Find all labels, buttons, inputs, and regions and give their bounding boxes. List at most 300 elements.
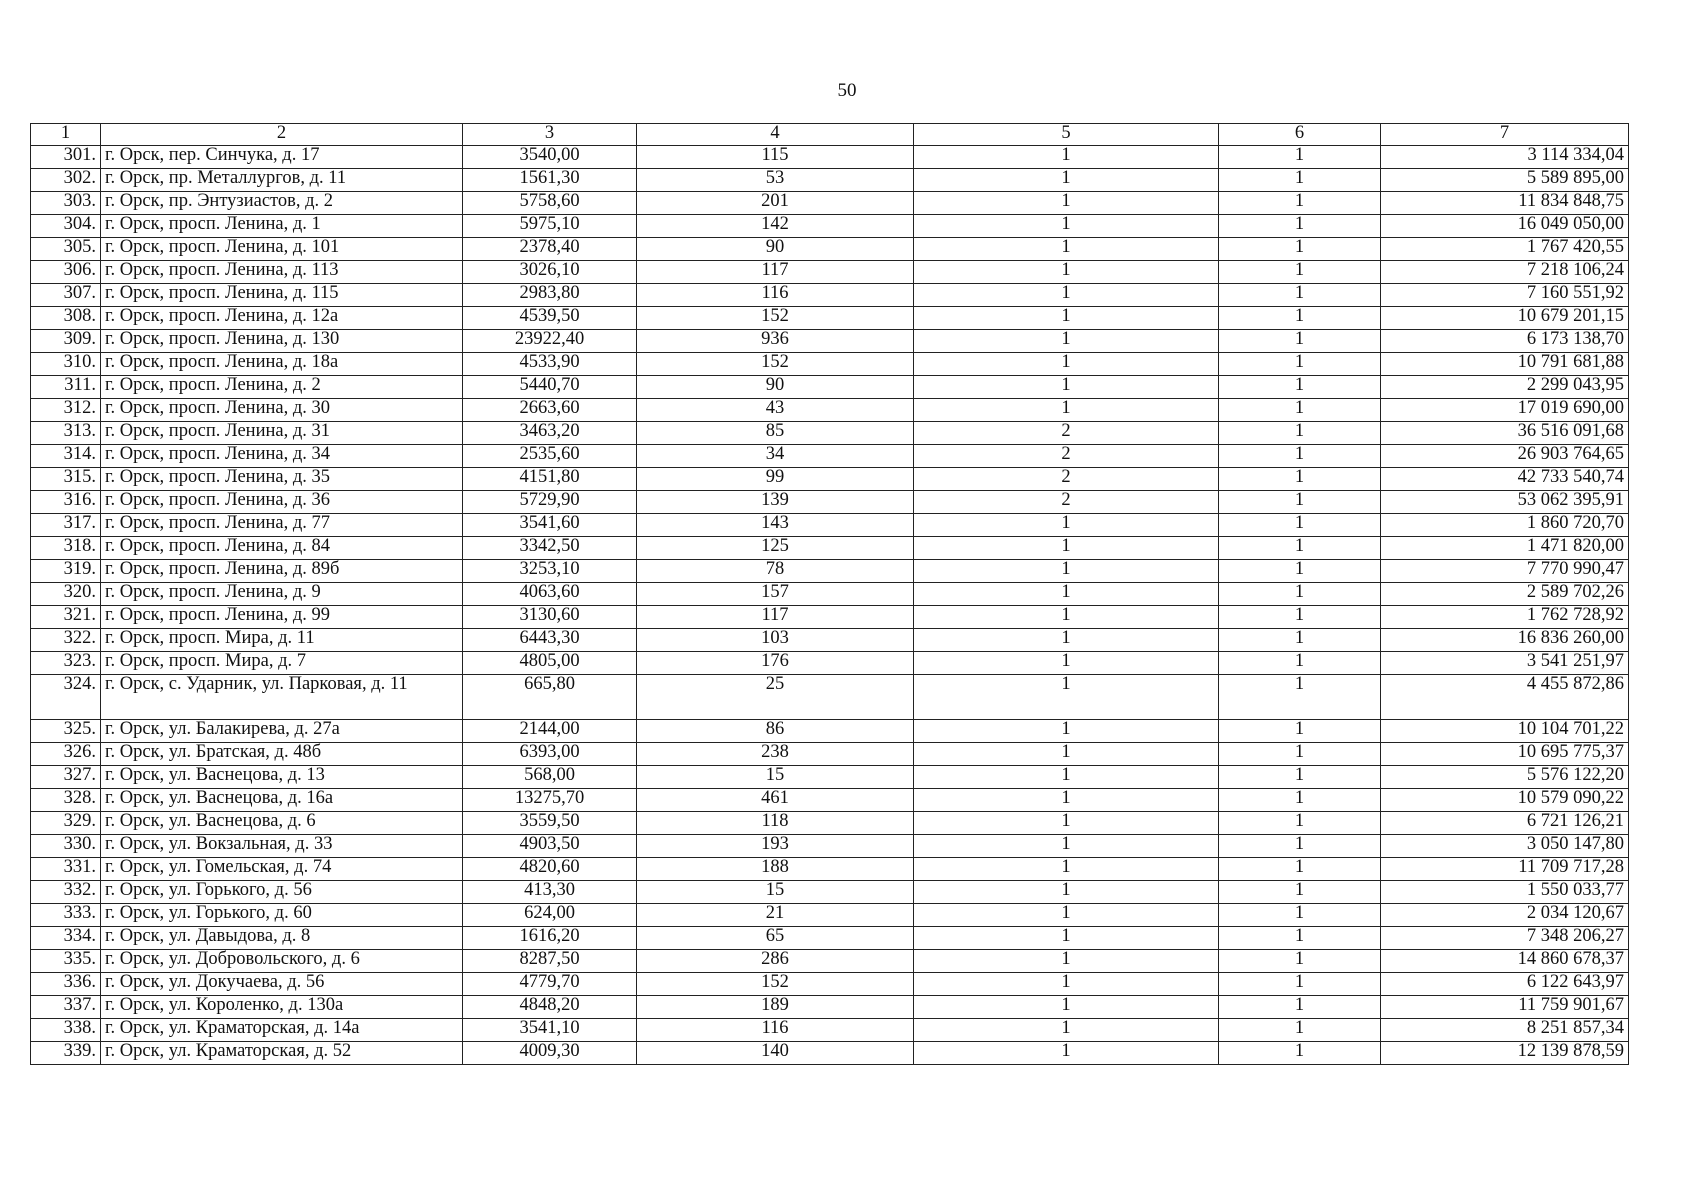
address-cell: г. Орск, ул. Братская, д. 48б xyxy=(101,743,463,766)
row-number-cell: 306. xyxy=(31,261,101,284)
residents-cell: 86 xyxy=(637,720,914,743)
column-6-cell: 1 xyxy=(1219,146,1381,169)
residents-cell: 176 xyxy=(637,652,914,675)
table-row xyxy=(31,192,1629,215)
address-cell: г. Орск, ул. Давыдова, д. 8 xyxy=(101,927,463,950)
column-5-cell: 1 xyxy=(914,973,1219,996)
address-cell: г. Орск, просп. Ленина, д. 9 xyxy=(101,583,463,606)
address-cell: г. Орск, ул. Добровольского, д. 6 xyxy=(101,950,463,973)
column-5-cell: 1 xyxy=(914,927,1219,950)
column-6-cell: 1 xyxy=(1219,812,1381,835)
column-6-cell: 1 xyxy=(1219,1042,1381,1065)
row-number-cell: 328. xyxy=(31,789,101,812)
column-5-cell: 1 xyxy=(914,192,1219,215)
column-5-cell: 2 xyxy=(914,468,1219,491)
column-5-cell: 2 xyxy=(914,445,1219,468)
cost-cell: 36 516 091,68 xyxy=(1381,422,1629,445)
cost-cell: 10 695 775,37 xyxy=(1381,743,1629,766)
column-6-cell: 1 xyxy=(1219,675,1381,720)
column-5-cell: 1 xyxy=(914,560,1219,583)
cost-cell: 5 576 122,20 xyxy=(1381,766,1629,789)
cost-cell: 5 589 895,00 xyxy=(1381,169,1629,192)
area-cell: 4533,90 xyxy=(463,353,637,376)
address-cell: г. Орск, просп. Ленина, д. 18а xyxy=(101,353,463,376)
residents-cell: 115 xyxy=(637,146,914,169)
column-5-cell: 1 xyxy=(914,376,1219,399)
column-header: 4 xyxy=(637,124,914,146)
column-header: 1 xyxy=(31,124,101,146)
table-row xyxy=(31,422,1629,445)
area-cell: 2535,60 xyxy=(463,445,637,468)
column-6-cell: 1 xyxy=(1219,950,1381,973)
column-6-cell: 1 xyxy=(1219,766,1381,789)
address-cell: г. Орск, ул. Вокзальная, д. 33 xyxy=(101,835,463,858)
residents-cell: 85 xyxy=(637,422,914,445)
address-cell: г. Орск, просп. Ленина, д. 30 xyxy=(101,399,463,422)
column-5-cell: 1 xyxy=(914,812,1219,835)
column-5-cell: 1 xyxy=(914,1042,1219,1065)
cost-cell: 10 679 201,15 xyxy=(1381,307,1629,330)
cost-cell: 1 767 420,55 xyxy=(1381,238,1629,261)
column-5-cell: 1 xyxy=(914,353,1219,376)
area-cell: 3130,60 xyxy=(463,606,637,629)
area-cell: 2378,40 xyxy=(463,238,637,261)
column-6-cell: 1 xyxy=(1219,652,1381,675)
cost-cell: 12 139 878,59 xyxy=(1381,1042,1629,1065)
area-cell: 5975,10 xyxy=(463,215,637,238)
area-cell: 4151,80 xyxy=(463,468,637,491)
page-number: 50 xyxy=(837,80,857,101)
address-cell: г. Орск, пр. Энтузиастов, д. 2 xyxy=(101,192,463,215)
table-row xyxy=(31,766,1629,789)
area-cell: 1616,20 xyxy=(463,927,637,950)
row-number-cell: 318. xyxy=(31,537,101,560)
address-cell: г. Орск, ул. Краматорская, д. 14а xyxy=(101,1019,463,1042)
column-6-cell: 1 xyxy=(1219,789,1381,812)
area-cell: 1561,30 xyxy=(463,169,637,192)
address-cell: г. Орск, просп. Ленина, д. 101 xyxy=(101,238,463,261)
residents-cell: 99 xyxy=(637,468,914,491)
column-6-cell: 1 xyxy=(1219,835,1381,858)
address-cell: г. Орск, просп. Ленина, д. 1 xyxy=(101,215,463,238)
column-6-cell: 1 xyxy=(1219,445,1381,468)
residents-cell: 15 xyxy=(637,766,914,789)
cost-cell: 7 160 551,92 xyxy=(1381,284,1629,307)
cost-cell: 2 589 702,26 xyxy=(1381,583,1629,606)
column-5-cell: 1 xyxy=(914,514,1219,537)
cost-cell: 3 114 334,04 xyxy=(1381,146,1629,169)
column-6-cell: 1 xyxy=(1219,169,1381,192)
address-cell: г. Орск, ул. Васнецова, д. 13 xyxy=(101,766,463,789)
row-number-cell: 329. xyxy=(31,812,101,835)
table-row xyxy=(31,950,1629,973)
residents-cell: 143 xyxy=(637,514,914,537)
address-cell: г. Орск, пр. Металлургов, д. 11 xyxy=(101,169,463,192)
cost-cell: 11 759 901,67 xyxy=(1381,996,1629,1019)
column-6-cell: 1 xyxy=(1219,537,1381,560)
row-number-cell: 311. xyxy=(31,376,101,399)
column-5-cell: 1 xyxy=(914,835,1219,858)
column-5-cell: 1 xyxy=(914,766,1219,789)
table-row xyxy=(31,537,1629,560)
column-6-cell: 1 xyxy=(1219,1019,1381,1042)
column-5-cell: 1 xyxy=(914,215,1219,238)
table-row xyxy=(31,215,1629,238)
area-cell: 3541,10 xyxy=(463,1019,637,1042)
table-row xyxy=(31,927,1629,950)
address-cell: г. Орск, ул. Горького, д. 60 xyxy=(101,904,463,927)
cost-cell: 3 541 251,97 xyxy=(1381,652,1629,675)
column-5-cell: 1 xyxy=(914,858,1219,881)
column-5-cell: 1 xyxy=(914,1019,1219,1042)
table-row xyxy=(31,973,1629,996)
column-6-cell: 1 xyxy=(1219,261,1381,284)
column-5-cell: 1 xyxy=(914,881,1219,904)
cost-cell: 14 860 678,37 xyxy=(1381,950,1629,973)
cost-cell: 7 348 206,27 xyxy=(1381,927,1629,950)
table-row xyxy=(31,1019,1629,1042)
row-number-cell: 301. xyxy=(31,146,101,169)
row-number-cell: 325. xyxy=(31,720,101,743)
column-6-cell: 1 xyxy=(1219,858,1381,881)
table-row xyxy=(31,835,1629,858)
row-number-cell: 336. xyxy=(31,973,101,996)
column-6-cell: 1 xyxy=(1219,284,1381,307)
column-5-cell: 1 xyxy=(914,284,1219,307)
column-5-cell: 2 xyxy=(914,491,1219,514)
area-cell: 8287,50 xyxy=(463,950,637,973)
column-5-cell: 1 xyxy=(914,675,1219,720)
column-6-cell: 1 xyxy=(1219,720,1381,743)
row-number-cell: 321. xyxy=(31,606,101,629)
area-cell: 5440,70 xyxy=(463,376,637,399)
area-cell: 2663,60 xyxy=(463,399,637,422)
area-cell: 2144,00 xyxy=(463,720,637,743)
cost-cell: 6 122 643,97 xyxy=(1381,973,1629,996)
table-row xyxy=(31,284,1629,307)
table-row xyxy=(31,858,1629,881)
column-6-cell: 1 xyxy=(1219,996,1381,1019)
column-6-cell: 1 xyxy=(1219,468,1381,491)
cost-cell: 8 251 857,34 xyxy=(1381,1019,1629,1042)
cost-cell: 10 791 681,88 xyxy=(1381,353,1629,376)
cost-cell: 7 770 990,47 xyxy=(1381,560,1629,583)
area-cell: 4063,60 xyxy=(463,583,637,606)
area-cell: 3026,10 xyxy=(463,261,637,284)
address-cell: г. Орск, просп. Мира, д. 11 xyxy=(101,629,463,652)
cost-cell: 7 218 106,24 xyxy=(1381,261,1629,284)
address-cell: г. Орск, ул. Гомельская, д. 74 xyxy=(101,858,463,881)
table-row xyxy=(31,468,1629,491)
column-6-cell: 1 xyxy=(1219,629,1381,652)
row-number-cell: 302. xyxy=(31,169,101,192)
area-cell: 4820,60 xyxy=(463,858,637,881)
address-cell: г. Орск, ул. Васнецова, д. 6 xyxy=(101,812,463,835)
cost-cell: 53 062 395,91 xyxy=(1381,491,1629,514)
residents-cell: 25 xyxy=(637,675,914,720)
residents-cell: 117 xyxy=(637,606,914,629)
row-number-cell: 307. xyxy=(31,284,101,307)
area-cell: 6443,30 xyxy=(463,629,637,652)
row-number-cell: 316. xyxy=(31,491,101,514)
address-cell: г. Орск, с. Ударник, ул. Парковая, д. 11 xyxy=(101,675,463,720)
address-cell: г. Орск, просп. Ленина, д. 115 xyxy=(101,284,463,307)
column-5-cell: 1 xyxy=(914,330,1219,353)
cost-cell: 17 019 690,00 xyxy=(1381,399,1629,422)
residents-cell: 116 xyxy=(637,1019,914,1042)
table-row xyxy=(31,996,1629,1019)
cost-cell: 1 762 728,92 xyxy=(1381,606,1629,629)
table-row xyxy=(31,146,1629,169)
column-5-cell: 1 xyxy=(914,904,1219,927)
residents-cell: 103 xyxy=(637,629,914,652)
column-header: 2 xyxy=(101,124,463,146)
column-6-cell: 1 xyxy=(1219,927,1381,950)
cost-cell: 3 050 147,80 xyxy=(1381,835,1629,858)
column-6-cell: 1 xyxy=(1219,881,1381,904)
residents-cell: 152 xyxy=(637,307,914,330)
table-row xyxy=(31,812,1629,835)
column-5-cell: 2 xyxy=(914,422,1219,445)
area-cell: 3253,10 xyxy=(463,560,637,583)
residents-cell: 34 xyxy=(637,445,914,468)
cost-cell: 42 733 540,74 xyxy=(1381,468,1629,491)
area-cell: 3559,50 xyxy=(463,812,637,835)
table-row xyxy=(31,353,1629,376)
column-5-cell: 1 xyxy=(914,238,1219,261)
column-6-cell: 1 xyxy=(1219,491,1381,514)
table-row xyxy=(31,376,1629,399)
residents-cell: 140 xyxy=(637,1042,914,1065)
residents-cell: 157 xyxy=(637,583,914,606)
cost-cell: 1 471 820,00 xyxy=(1381,537,1629,560)
row-number-cell: 326. xyxy=(31,743,101,766)
column-6-cell: 1 xyxy=(1219,330,1381,353)
area-cell: 5729,90 xyxy=(463,491,637,514)
column-6-cell: 1 xyxy=(1219,192,1381,215)
residents-cell: 65 xyxy=(637,927,914,950)
area-cell: 4805,00 xyxy=(463,652,637,675)
row-number-cell: 312. xyxy=(31,399,101,422)
row-number-cell: 324. xyxy=(31,675,101,720)
address-cell: г. Орск, пер. Синчука, д. 17 xyxy=(101,146,463,169)
table-row xyxy=(31,307,1629,330)
column-header: 6 xyxy=(1219,124,1381,146)
cost-cell: 10 104 701,22 xyxy=(1381,720,1629,743)
table-row xyxy=(31,789,1629,812)
residents-cell: 152 xyxy=(637,973,914,996)
cost-cell: 11 834 848,75 xyxy=(1381,192,1629,215)
row-number-cell: 314. xyxy=(31,445,101,468)
column-6-cell: 1 xyxy=(1219,973,1381,996)
column-6-cell: 1 xyxy=(1219,238,1381,261)
column-5-cell: 1 xyxy=(914,652,1219,675)
residents-cell: 201 xyxy=(637,192,914,215)
row-number-cell: 320. xyxy=(31,583,101,606)
column-5-cell: 1 xyxy=(914,720,1219,743)
address-cell: г. Орск, просп. Ленина, д. 12а xyxy=(101,307,463,330)
address-cell: г. Орск, просп. Мира, д. 7 xyxy=(101,652,463,675)
table-row xyxy=(31,583,1629,606)
residents-cell: 142 xyxy=(637,215,914,238)
column-6-cell: 1 xyxy=(1219,215,1381,238)
address-cell: г. Орск, просп. Ленина, д. 2 xyxy=(101,376,463,399)
table-row xyxy=(31,629,1629,652)
column-6-cell: 1 xyxy=(1219,422,1381,445)
area-cell: 3540,00 xyxy=(463,146,637,169)
cost-cell: 16 836 260,00 xyxy=(1381,629,1629,652)
area-cell: 413,30 xyxy=(463,881,637,904)
row-number-cell: 309. xyxy=(31,330,101,353)
cost-cell: 10 579 090,22 xyxy=(1381,789,1629,812)
row-number-cell: 305. xyxy=(31,238,101,261)
area-cell: 5758,60 xyxy=(463,192,637,215)
column-6-cell: 1 xyxy=(1219,353,1381,376)
table-body xyxy=(31,146,1629,1065)
column-6-cell: 1 xyxy=(1219,307,1381,330)
area-cell: 2983,80 xyxy=(463,284,637,307)
table-row xyxy=(31,1042,1629,1065)
area-cell: 4009,30 xyxy=(463,1042,637,1065)
table-row xyxy=(31,606,1629,629)
area-cell: 13275,70 xyxy=(463,789,637,812)
residents-cell: 78 xyxy=(637,560,914,583)
row-number-cell: 317. xyxy=(31,514,101,537)
cost-cell: 4 455 872,86 xyxy=(1381,675,1629,720)
address-cell: г. Орск, просп. Ленина, д. 35 xyxy=(101,468,463,491)
table-row xyxy=(31,261,1629,284)
row-number-cell: 331. xyxy=(31,858,101,881)
column-5-cell: 1 xyxy=(914,996,1219,1019)
column-6-cell: 1 xyxy=(1219,583,1381,606)
cost-cell: 1 550 033,77 xyxy=(1381,881,1629,904)
area-cell: 6393,00 xyxy=(463,743,637,766)
area-cell: 23922,40 xyxy=(463,330,637,353)
column-5-cell: 1 xyxy=(914,399,1219,422)
table-row xyxy=(31,720,1629,743)
address-cell: г. Орск, ул. Васнецова, д. 16а xyxy=(101,789,463,812)
address-cell: г. Орск, ул. Докучаева, д. 56 xyxy=(101,973,463,996)
table-row xyxy=(31,904,1629,927)
table-row xyxy=(31,330,1629,353)
residents-cell: 117 xyxy=(637,261,914,284)
row-number-cell: 334. xyxy=(31,927,101,950)
area-cell: 665,80 xyxy=(463,675,637,720)
column-5-cell: 1 xyxy=(914,537,1219,560)
row-number-cell: 330. xyxy=(31,835,101,858)
residents-cell: 15 xyxy=(637,881,914,904)
row-number-cell: 335. xyxy=(31,950,101,973)
address-cell: г. Орск, просп. Ленина, д. 89б xyxy=(101,560,463,583)
table-row xyxy=(31,169,1629,192)
cost-cell: 16 049 050,00 xyxy=(1381,215,1629,238)
address-cell: г. Орск, просп. Ленина, д. 130 xyxy=(101,330,463,353)
residents-cell: 116 xyxy=(637,284,914,307)
residents-cell: 125 xyxy=(637,537,914,560)
column-5-cell: 1 xyxy=(914,146,1219,169)
table-row xyxy=(31,491,1629,514)
address-cell: г. Орск, ул. Балакирева, д. 27а xyxy=(101,720,463,743)
address-cell: г. Орск, просп. Ленина, д. 77 xyxy=(101,514,463,537)
residents-cell: 461 xyxy=(637,789,914,812)
cost-cell: 11 709 717,28 xyxy=(1381,858,1629,881)
table-row xyxy=(31,445,1629,468)
column-5-cell: 1 xyxy=(914,261,1219,284)
address-cell: г. Орск, ул. Краматорская, д. 52 xyxy=(101,1042,463,1065)
residents-cell: 193 xyxy=(637,835,914,858)
table-row xyxy=(31,399,1629,422)
residents-cell: 238 xyxy=(637,743,914,766)
table-row xyxy=(31,514,1629,537)
column-header: 3 xyxy=(463,124,637,146)
row-number-cell: 322. xyxy=(31,629,101,652)
table-row xyxy=(31,652,1629,675)
residents-cell: 188 xyxy=(637,858,914,881)
address-cell: г. Орск, просп. Ленина, д. 84 xyxy=(101,537,463,560)
column-5-cell: 1 xyxy=(914,950,1219,973)
residents-cell: 139 xyxy=(637,491,914,514)
residents-cell: 90 xyxy=(637,376,914,399)
residents-cell: 21 xyxy=(637,904,914,927)
area-cell: 624,00 xyxy=(463,904,637,927)
table-header-row xyxy=(31,124,1629,146)
column-header: 5 xyxy=(914,124,1219,146)
area-cell: 568,00 xyxy=(463,766,637,789)
row-number-cell: 339. xyxy=(31,1042,101,1065)
residents-cell: 53 xyxy=(637,169,914,192)
column-6-cell: 1 xyxy=(1219,376,1381,399)
address-cell: г. Орск, ул. Короленко, д. 130а xyxy=(101,996,463,1019)
column-6-cell: 1 xyxy=(1219,560,1381,583)
row-number-cell: 304. xyxy=(31,215,101,238)
column-6-cell: 1 xyxy=(1219,514,1381,537)
table-row xyxy=(31,881,1629,904)
table-row xyxy=(31,675,1629,720)
area-cell: 4539,50 xyxy=(463,307,637,330)
address-cell: г. Орск, просп. Ленина, д. 36 xyxy=(101,491,463,514)
cost-cell: 6 173 138,70 xyxy=(1381,330,1629,353)
residents-cell: 189 xyxy=(637,996,914,1019)
area-cell: 4848,20 xyxy=(463,996,637,1019)
row-number-cell: 327. xyxy=(31,766,101,789)
residents-cell: 152 xyxy=(637,353,914,376)
row-number-cell: 310. xyxy=(31,353,101,376)
cost-cell: 2 034 120,67 xyxy=(1381,904,1629,927)
column-6-cell: 1 xyxy=(1219,904,1381,927)
address-cell: г. Орск, просп. Ленина, д. 99 xyxy=(101,606,463,629)
cost-cell: 26 903 764,65 xyxy=(1381,445,1629,468)
row-number-cell: 323. xyxy=(31,652,101,675)
table-row xyxy=(31,560,1629,583)
column-5-cell: 1 xyxy=(914,629,1219,652)
column-5-cell: 1 xyxy=(914,307,1219,330)
area-cell: 3541,60 xyxy=(463,514,637,537)
row-number-cell: 313. xyxy=(31,422,101,445)
column-5-cell: 1 xyxy=(914,169,1219,192)
column-5-cell: 1 xyxy=(914,789,1219,812)
row-number-cell: 303. xyxy=(31,192,101,215)
address-cell: г. Орск, просп. Ленина, д. 31 xyxy=(101,422,463,445)
column-5-cell: 1 xyxy=(914,606,1219,629)
table-row xyxy=(31,238,1629,261)
area-cell: 4779,70 xyxy=(463,973,637,996)
residents-cell: 43 xyxy=(637,399,914,422)
housing-register-table xyxy=(30,123,1629,1065)
residents-cell: 936 xyxy=(637,330,914,353)
area-cell: 4903,50 xyxy=(463,835,637,858)
column-6-cell: 1 xyxy=(1219,399,1381,422)
row-number-cell: 338. xyxy=(31,1019,101,1042)
